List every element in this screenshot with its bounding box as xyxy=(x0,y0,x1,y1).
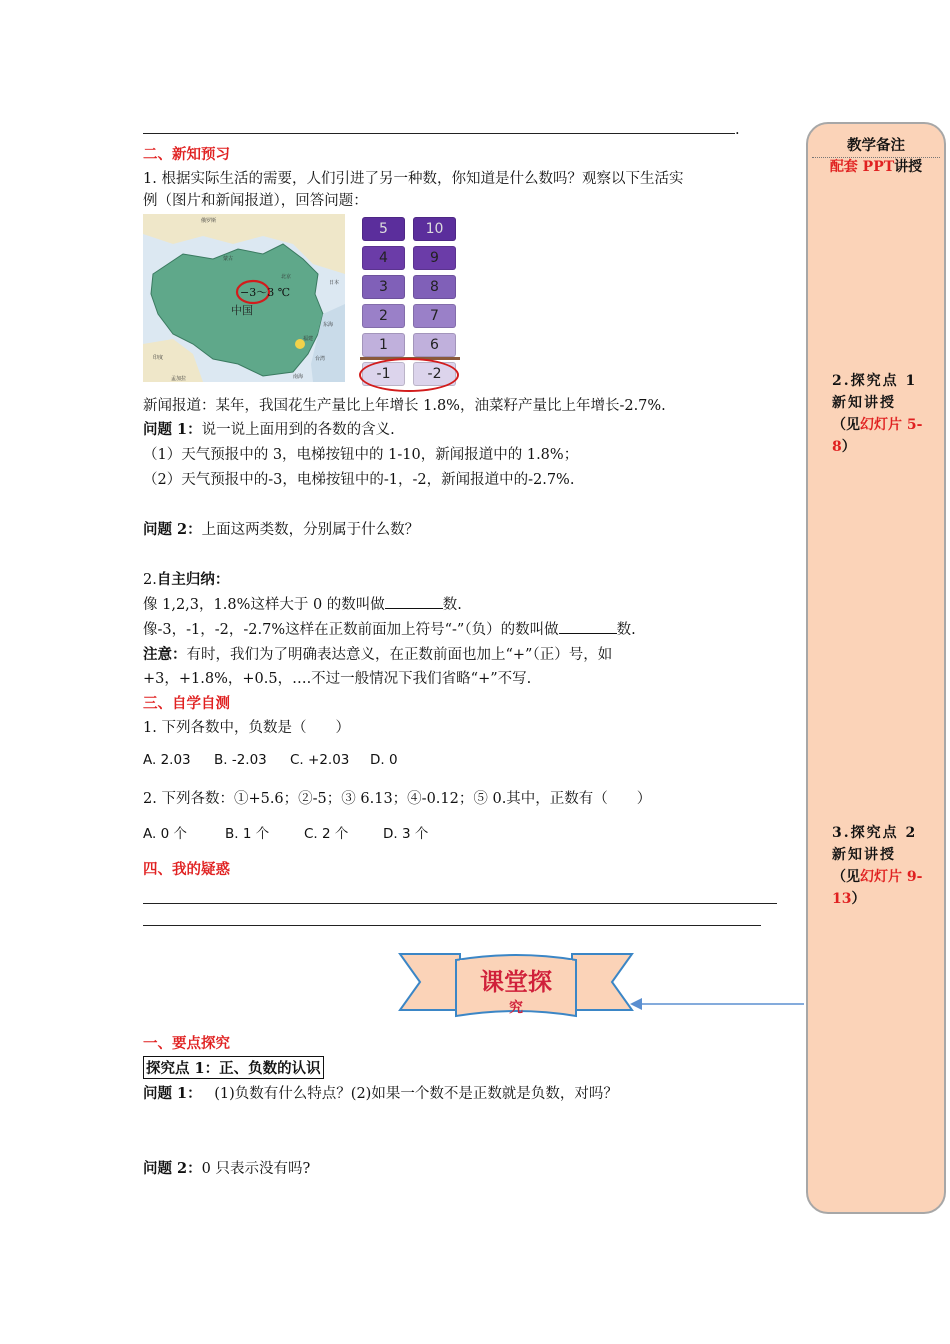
map-region-bangladesh: 孟加拉 xyxy=(171,376,187,382)
sidebar-ppt-black: 讲授 xyxy=(894,159,923,175)
elevator-button-minus1: -1 xyxy=(362,362,405,386)
q1-option-c[interactable]: C. +2.03 xyxy=(290,752,350,768)
note-text1: 有时，我们为了明确表达意义，在正数前面也加上“+”（正）号，如 xyxy=(186,647,613,663)
sidebar-note1-pre: （见 xyxy=(832,417,860,433)
sidebar-note2-post: ） xyxy=(851,891,866,907)
explore-point1-title: 探究点 1：正、负数的认识 xyxy=(143,1056,324,1079)
q1-option-a[interactable]: A. 2.03 xyxy=(143,752,191,768)
problem1 xyxy=(143,418,395,439)
note-line2: +3，+1.8%，+0.5，….不过一般情况下我们省略“+”不写. xyxy=(143,671,532,687)
explore-q1-label: 问题 1： xyxy=(143,1085,202,1102)
sidebar-note1-main: 2.探究点 1 新知讲授 xyxy=(832,373,918,411)
summary-negative xyxy=(143,618,636,639)
q1-option-d[interactable]: D. 0 xyxy=(370,752,398,768)
elevator-button-7: 7 xyxy=(413,304,456,328)
elevator-button-10: 10 xyxy=(413,217,456,241)
summary-positive-text: 像 1,2,3，1.8%这样大于 0 的数叫做 xyxy=(143,597,385,613)
elevator-button-5: 5 xyxy=(362,217,405,241)
elevator-button-3: 3 xyxy=(362,275,405,299)
news-report: 新闻报道：某年，我国花生产量比上年增长 1.8%，油菜籽产量比上年增长-2.7%. xyxy=(143,398,666,414)
map-region-fujian: 福建 xyxy=(303,336,314,342)
banner-line2: 究 xyxy=(509,1000,523,1016)
q2-option-c[interactable]: C. 2 个 xyxy=(304,826,349,842)
problem2-text: 上面这两类数，分别属于什么数？ xyxy=(201,522,420,538)
sidebar-title: 教学备注 xyxy=(847,137,905,154)
negative-blank[interactable] xyxy=(559,619,617,634)
note-label: 注意： xyxy=(143,646,187,663)
q2-option-b[interactable]: B. 1 个 xyxy=(225,826,270,842)
section4-heading: 四、我的疑惑 xyxy=(143,861,230,878)
explore-q2-label: 问题 2： xyxy=(143,1160,202,1177)
elevator-button-6: 6 xyxy=(413,333,456,357)
sidebar-note1-post: ） xyxy=(841,439,856,455)
elevator-button-panel xyxy=(362,214,462,386)
explore-heading: 一、要点探究 xyxy=(143,1035,230,1052)
map-region-mongolia: 蒙古 xyxy=(223,256,234,262)
sidebar-note1-slides: 幻灯片 5-8 xyxy=(832,417,923,455)
elevator-button-minus2: -2 xyxy=(413,362,456,386)
summary-positive-suffix: 数. xyxy=(442,597,462,613)
section2-heading: 二、新知预习 xyxy=(143,146,230,163)
map-region-taiwan: 台湾 xyxy=(315,356,326,362)
doubt-line-2[interactable] xyxy=(143,925,761,926)
section3-q2: 2. 下列各数：①+5.6；②-5；③ 6.13；④-0.12；⑤ 0.其中，正数有（ ） xyxy=(143,791,652,807)
summary-positive xyxy=(143,593,462,614)
q2-option-d[interactable]: D. 3 个 xyxy=(383,826,429,842)
sidebar-note-2 xyxy=(832,822,940,910)
map-region-japan: 日本 xyxy=(329,280,340,286)
top-answer-line xyxy=(143,133,735,134)
elevator-button-2: 2 xyxy=(362,304,405,328)
section3-q1: 1. 下列各数中，负数是（ ） xyxy=(143,720,350,736)
sidebar-note1-ref xyxy=(832,414,940,458)
elevator-button-9: 9 xyxy=(413,246,456,270)
sidebar-note2-pre: （见 xyxy=(832,869,860,885)
map-region-russia: 俄罗斯 xyxy=(201,218,217,224)
explore-q2-text: 0 只表示没有吗? xyxy=(201,1161,311,1177)
china-weather-map xyxy=(143,214,345,382)
sidebar-note2-slides: 幻灯片 9-13 xyxy=(832,869,923,907)
section2-q1-line1: 1. 根据实际生活的需要，人们引进了另一种数，你知道是什么数吗？观察以下生活实 xyxy=(143,171,684,187)
banner-pointer-arrow xyxy=(628,994,804,1014)
note-line1 xyxy=(143,643,612,664)
section2-q1-line2: 例（图片和新闻报道），回答问题： xyxy=(143,193,368,209)
elevator-button-1: 1 xyxy=(362,333,405,357)
elevator-button-8: 8 xyxy=(413,275,456,299)
explore-q1-text: (1)负数有什么特点？(2)如果一个数不是正数就是负数，对吗？ xyxy=(214,1086,618,1102)
problem1-item-b: （2）天气预报中的-3，电梯按钮中的-1，-2，新闻报道中的-2.7%. xyxy=(143,472,575,488)
sidebar-ppt-red: 配套 PPT xyxy=(829,159,895,175)
map-china-label: 中国 xyxy=(231,304,253,317)
map-temp-label: −3～3 ℃ xyxy=(240,286,291,299)
problem2-label: 问题 2： xyxy=(143,521,202,538)
banner-line1: 课堂探 xyxy=(480,968,552,996)
problem1-text: 说一说上面用到的各数的含义. xyxy=(201,422,395,438)
summary-number: 2. xyxy=(143,572,157,588)
map-region-beijing: 北京 xyxy=(281,274,292,280)
teaching-notes-sidebar xyxy=(806,122,946,1214)
sidebar-ppt-note xyxy=(808,156,944,176)
sidebar-note-1 xyxy=(832,370,940,458)
problem1-label: 问题 1： xyxy=(143,421,202,438)
summary-negative-suffix: 数. xyxy=(616,622,636,638)
elevator-negative-highlight xyxy=(359,358,459,392)
q1-option-b[interactable]: B. -2.03 xyxy=(214,752,267,768)
summary-title-text: 自主归纳： xyxy=(156,571,230,588)
summary-title xyxy=(143,568,229,589)
top-answer-period: . xyxy=(735,122,740,138)
sidebar-note2-ref xyxy=(832,866,940,910)
positive-blank[interactable] xyxy=(385,594,443,609)
explore-q2 xyxy=(143,1157,310,1178)
problem2 xyxy=(143,518,419,539)
explore-q1 xyxy=(143,1082,618,1103)
map-region-nanhai: 南海 xyxy=(293,374,304,380)
sidebar-note2-main: 3.探究点 2 新知讲授 xyxy=(832,825,918,863)
summary-negative-text: 像-3，-1，-2，-2.7%这样在正数前面加上符号“-”（负）的数叫做 xyxy=(143,622,559,638)
elevator-button-4: 4 xyxy=(362,246,405,270)
class-explore-banner xyxy=(398,950,634,1028)
doubt-line-1[interactable] xyxy=(143,903,777,904)
problem1-item-a: （1）天气预报中的 3，电梯按钮中的 1-10，新闻报道中的 1.8%； xyxy=(143,447,579,463)
map-region-donghai: 东海 xyxy=(323,322,334,328)
map-region-india: 印度 xyxy=(153,355,164,361)
q2-option-a[interactable]: A. 0 个 xyxy=(143,826,187,842)
section3-heading: 三、自学自测 xyxy=(143,695,230,712)
